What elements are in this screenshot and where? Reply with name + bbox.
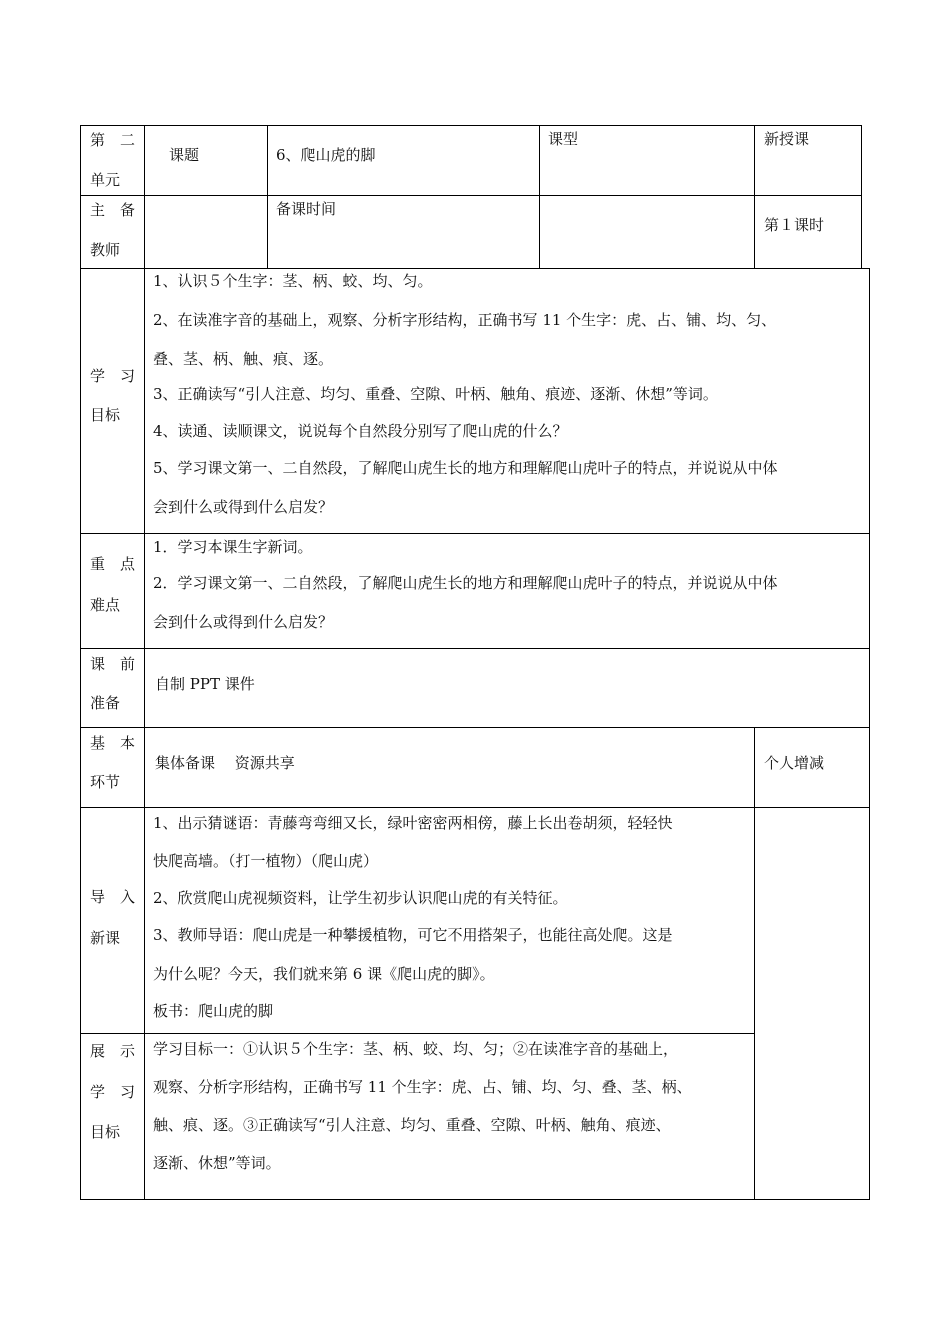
steps-label-line2: 环节: [90, 773, 121, 791]
goals-label-line2: 目标: [90, 406, 121, 424]
rule-steps-bottom: [80, 807, 870, 808]
teacher-label-line2: 教师: [90, 241, 121, 259]
keypoints-label-line1: 重 点: [90, 555, 136, 573]
rule-row2-bottom: [80, 268, 870, 269]
keypoint-line: 2．学习课文第一、二自然段，了解爬山虎生长的地方和理解爬山虎叶子的特点，并说说从中体: [153, 574, 778, 592]
rule-header-right: [861, 125, 862, 268]
goal-line: 会到什么或得到什么启发？: [153, 498, 334, 516]
rule-bottom: [80, 1199, 870, 1200]
goal-line: 4、读通、读顺课文，说说每个自然段分别写了爬山虎的什么？: [153, 422, 568, 440]
prep-value: 自制 PPT 课件: [155, 675, 255, 693]
rule-label-col: [144, 125, 145, 1200]
rule-left: [80, 125, 81, 1200]
keypoint-line: 会到什么或得到什么启发？: [153, 613, 334, 631]
show-goal-line: 触、痕、逐。③正确读写“引人注意、均匀、重叠、空隙、叶柄、触角、痕迹、: [153, 1116, 671, 1134]
intro-label-line2: 新课: [90, 929, 121, 947]
show-goal-line: 观察、分析字形结构，正确书写 11 个生字：虎、占、铺、均、匀、叠、茎、柄、: [153, 1078, 692, 1096]
goal-line: 5、学习课文第一、二自然段，了解爬山虎生长的地方和理解爬山虎叶子的特点，并说说从中体: [153, 459, 778, 477]
teacher-label-line1: 主 备: [90, 201, 136, 219]
personal-adjust-label: 个人增减: [764, 754, 825, 772]
prep-time-label: 备课时间: [276, 200, 337, 218]
goal-line: 1、认识５个生字：茎、柄、蛟、均、匀。: [153, 272, 433, 290]
topic-value: 6、爬山虎的脚: [276, 146, 376, 164]
rule-type-col: [539, 125, 540, 268]
rule-row1-bottom: [80, 195, 862, 196]
rule-right: [869, 268, 870, 1200]
rule-personal-col: [754, 727, 755, 1200]
intro-line: 快爬高墙。（打一植物）（爬山虎）: [153, 852, 379, 870]
goal-line: 2、在读准字音的基础上，观察、分析字形结构，正确书写 11 个生字：虎、占、铺、均、匀、: [153, 311, 777, 329]
period-value: 第１课时: [764, 216, 825, 234]
topic-label: 课题: [169, 146, 200, 164]
steps-label-line1: 基 本: [90, 734, 136, 752]
keypoints-label-line2: 难点: [90, 596, 121, 614]
intro-line: 为什么呢？今天，我们就来第 6 课《爬山虎的脚》。: [153, 965, 495, 983]
rule-goals-bottom: [80, 533, 870, 534]
intro-label-line1: 导 入: [90, 888, 136, 906]
rule-prep-bottom: [80, 727, 870, 728]
type-label: 课型: [548, 130, 579, 148]
show-goals-label-line3: 目标: [90, 1123, 121, 1141]
show-goal-line: 学习目标一：①认识５个生字：茎、柄、蛟、均、匀；②在读准字音的基础上，: [153, 1040, 679, 1058]
rule-topic-col: [267, 125, 268, 268]
rule-keypoints-bottom: [80, 648, 870, 649]
rule-value-col: [754, 125, 755, 268]
show-goals-label-line1: 展 示: [90, 1042, 136, 1060]
rule-intro-bottom: [80, 1033, 755, 1034]
unit-label-line1: 第 二: [90, 131, 136, 149]
show-goals-label-line2: 学 习: [90, 1083, 136, 1101]
keypoint-line: 1．学习本课生字新词。: [153, 538, 313, 556]
group-prep-label: 集体备课 资源共享: [155, 754, 295, 772]
show-goal-line: 逐渐、休想”等词。: [153, 1154, 281, 1172]
unit-label-line2: 单元: [90, 171, 121, 189]
prep-label-line1: 课 前: [90, 655, 136, 673]
prep-label-line2: 准备: [90, 694, 121, 712]
intro-line: 3、教师导语：爬山虎是一种攀援植物，可它不用搭架子，也能往高处爬。这是: [153, 926, 673, 944]
intro-line: 2、欣赏爬山虎视频资料，让学生初步认识爬山虎的有关特征。: [153, 889, 568, 907]
intro-line: 1、出示猜谜语：青藤弯弯细又长，绿叶密密两相傍，藤上长出卷胡须，轻轻快: [153, 814, 673, 832]
goal-line: 3、正确读写“引人注意、均匀、重叠、空隙、叶柄、触角、痕迹、逐渐、休想”等词。: [153, 385, 718, 403]
rule-top: [80, 125, 862, 126]
type-value: 新授课: [764, 130, 810, 148]
intro-line: 板书：爬山虎的脚: [153, 1002, 274, 1020]
goals-label-line1: 学 习: [90, 367, 136, 385]
goal-line: 叠、茎、柄、触、痕、逐。: [153, 350, 334, 368]
